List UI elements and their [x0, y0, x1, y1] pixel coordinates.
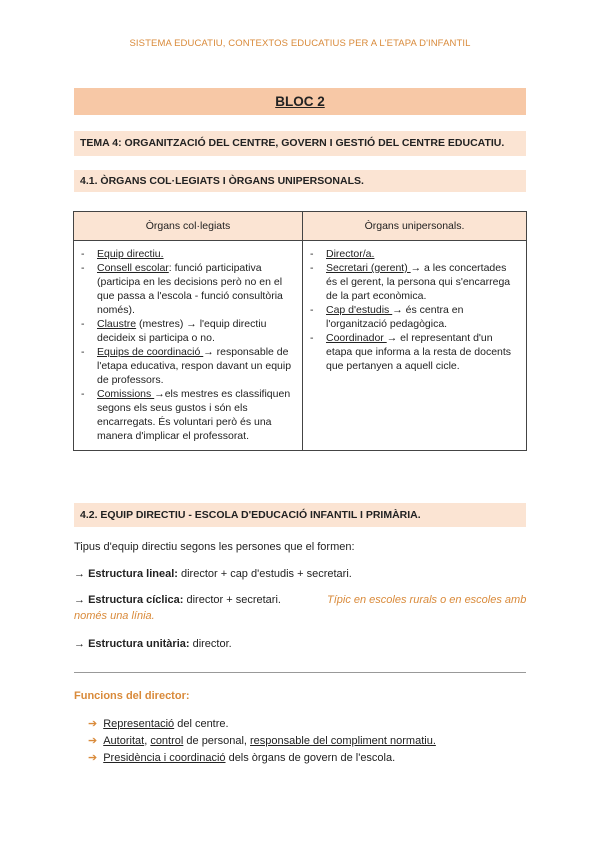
page-header: SISTEMA EDUCATIU, CONTEXTOS EDUCATIUS PER A L'ETAPA D'INFANTIL [129, 38, 471, 49]
description: → és centra en l'organització pedagògica. [326, 304, 464, 330]
list-item [97, 261, 295, 317]
structure-label: Estructura cíclica: [88, 594, 184, 606]
functions-list [88, 716, 436, 767]
intro-text: Tipus d'equip directiu segons les persones que el formen: [74, 541, 355, 553]
term: Equip directiu. [97, 248, 164, 260]
list-item [97, 317, 295, 345]
unipersonals-list [304, 242, 525, 379]
function-term: Representació [103, 718, 175, 730]
arrow-icon: → [74, 568, 85, 580]
arrow-bullet-icon: ➔ [88, 718, 98, 730]
structure-ciclica [74, 594, 281, 606]
structure-label: Estructura lineal: [88, 568, 178, 580]
description: →els mestres es classifiquen segons els seus gustos i són els encarregats. És voluntari però és una manera d'implicar el professorat. [97, 388, 291, 442]
collegiats-list [75, 242, 301, 449]
function-text: del centre. [174, 718, 229, 730]
term: Coordinador [326, 332, 387, 344]
structure-text: director + cap d'estudis + secretari. [177, 568, 352, 580]
structure-text: director + secretari. [183, 594, 281, 606]
term: Consell escolar [97, 262, 169, 274]
description: → responsable de l'etapa educativa, respon davant un equip de professors. [97, 346, 292, 386]
collegiats-cell [74, 241, 303, 451]
description: : funció participativa (participa en les decisions però no en el que passa a l'escola - funció consultòria només). [97, 262, 283, 316]
term: Director/a. [326, 248, 375, 260]
function-term: responsable del compliment normatiu. [250, 735, 436, 747]
list-item [326, 303, 519, 331]
list-item [326, 247, 519, 261]
ciclica-note-line2: només una línia. [74, 610, 155, 622]
arrow-icon: → [74, 638, 85, 650]
list-item [88, 733, 436, 750]
list-item [326, 261, 519, 303]
divider [74, 672, 526, 673]
organs-table [73, 211, 527, 451]
bloc-title-text: BLOC 2 [275, 94, 325, 109]
function-text: dels òrgans de govern de l'escola. [225, 752, 396, 764]
structure-unitaria [74, 638, 232, 650]
description: → el representant d'un etapa que informa a la resta de docents que pertanyen a aquell cicle. [326, 332, 512, 372]
ciclica-note-line1: Típic en escoles rurals o en escoles amb [327, 594, 527, 606]
structure-lineal [74, 568, 352, 580]
function-term: Autoritat [103, 735, 145, 747]
section-heading-4-2: 4.2. EQUIP DIRECTIU - ESCOLA D'EDUCACIÓ INFANTIL I PRIMÀRIA. [74, 503, 526, 527]
function-text: , [144, 735, 151, 747]
list-item [97, 345, 295, 387]
function-term: Presidència i coordinació [103, 752, 226, 764]
term: Cap d'estudis [326, 304, 393, 316]
topic-heading: TEMA 4: ORGANITZACIÓ DEL CENTRE, GOVERN I GESTIÓ DEL CENTRE EDUCATIU. [74, 131, 526, 156]
functions-heading: Funcions del director: [74, 690, 190, 702]
term: Claustre [97, 318, 137, 330]
term: Comissions [97, 388, 155, 400]
col-header-collegiats: Òrgans col·legiats [74, 212, 303, 241]
list-item [88, 716, 436, 733]
arrow-bullet-icon: ➔ [88, 752, 98, 764]
unipersonals-cell [303, 241, 527, 451]
bloc-title [74, 88, 526, 115]
arrow-bullet-icon: ➔ [88, 735, 98, 747]
function-term: control [150, 735, 184, 747]
term: Secretari (gerent) [326, 262, 411, 274]
list-item [326, 331, 519, 373]
function-text: de personal, [183, 735, 250, 747]
list-item [97, 387, 295, 443]
description: → a les concertades és el gerent, la persona qui s'encarrega de la part econòmica. [326, 262, 511, 302]
arrow-icon: → [74, 594, 85, 606]
list-item [88, 750, 436, 767]
structure-label: Estructura unitària: [88, 638, 190, 650]
description: (mestres) → l'equip directiu decideix si participa o no. [97, 318, 267, 344]
col-header-unipersonals: Òrgans unipersonals. [303, 212, 527, 241]
structure-text: director. [189, 638, 232, 650]
list-item [97, 247, 295, 261]
section-heading-4-1: 4.1. ÒRGANS COL·LEGIATS I ÒRGANS UNIPERSONALS. [74, 170, 526, 192]
term: Equips de coordinació [97, 346, 204, 358]
